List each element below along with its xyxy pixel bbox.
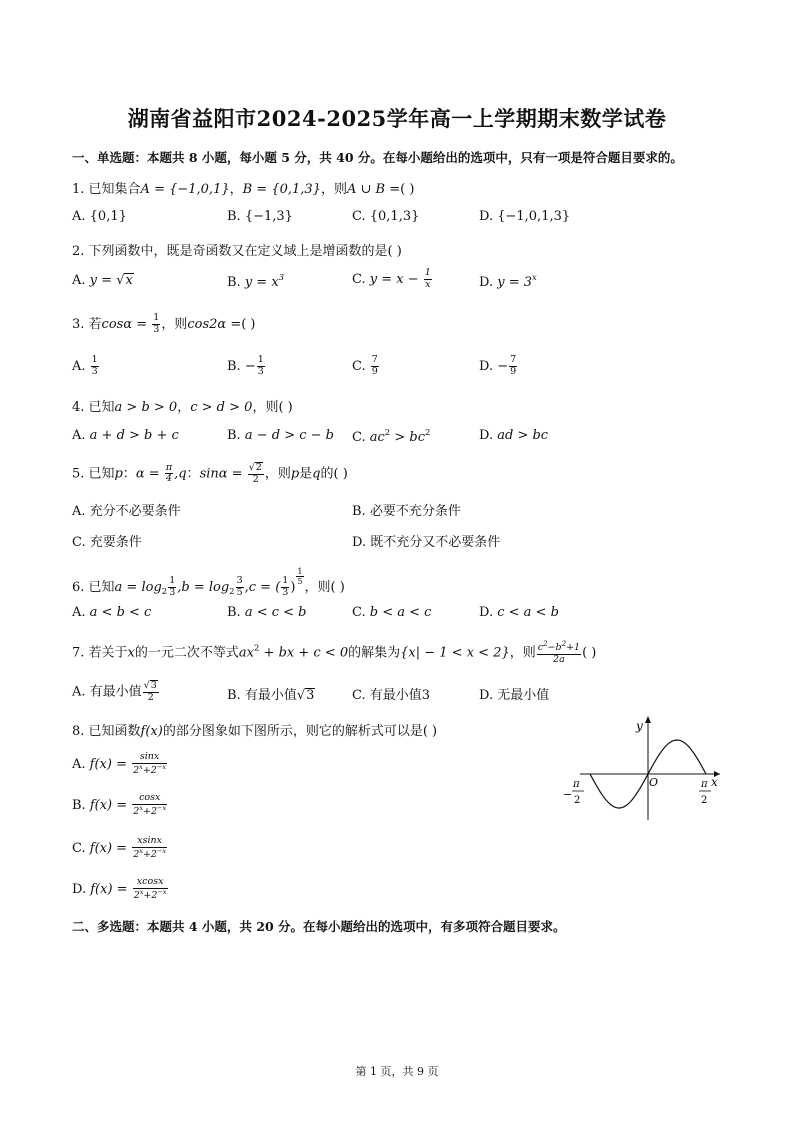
q7-option-c: C. 有最小值3 (352, 688, 431, 703)
page-title: 湖南省益阳市2024-2025学年高一上学期期末数学试卷 (127, 106, 667, 131)
q3-fraction: $\frac{1}{3}$ (153, 312, 160, 335)
q4-cond-1: a > b > 0 (114, 400, 178, 415)
q5-option-d: D. 既不充分又不必要条件 (352, 535, 501, 550)
right-tick-pi: π (701, 779, 708, 790)
q5-option-c: C. 充要条件 (72, 535, 142, 550)
q6-option-b: B. a < c < b (227, 605, 307, 620)
q2-option-a: A. y = √x (72, 273, 133, 288)
q4-option-a: A. a + d > b + c (72, 428, 179, 443)
q8-function-graph (560, 712, 730, 824)
question-5-stem: 5. 已知p：α = $\frac{\pi}{4}$ ,q：sinα = $\frac{√2}{2}$ ，则p是q的( ) (72, 461, 348, 485)
q6-option-c: C. b < a < c (352, 605, 432, 620)
question-8-stem: 8. 已知函数f(x)的部分图象如下图所示，则它的解析式可以是( ) (72, 724, 438, 739)
q8-option-b: B. f(x) = $\frac{\cos x}{2^x+2^{-x}}$ (72, 792, 167, 818)
q1-option-c: C. {0,1,3} (352, 209, 420, 224)
left-tick-two: 2 (574, 795, 581, 806)
q8-option-a: A. f(x) = $\frac{\sin x}{2^x+2^{-x}}$ (72, 751, 166, 777)
q2-b-label: B. (227, 275, 241, 290)
q1-text-c: =( ) (385, 182, 415, 197)
question-4-stem: 4. 已知a > b > 0，c > d > 0，则( ) (72, 400, 293, 415)
q2-c-fraction: $\frac{1}{x}$ (424, 267, 431, 290)
question-2-stem: 2. 下列函数中，既是奇函数又在定义域上是增函数的是( ) (72, 244, 402, 259)
q6-option-d: D. c < a < b (479, 605, 559, 620)
q2-option-b (227, 273, 284, 290)
q1-expr: A ∪ B (346, 182, 386, 197)
question-1-stem: 1. 已知集合A = {−1,0,1}，B = {0,1,3}，则A ∪ B =( ) (72, 182, 415, 197)
question-3-stem: 3. 若cosα = $\frac{1}{3}$ ，则cos2α =( ) (72, 312, 256, 335)
q4-cond-2: c > d > 0 (190, 400, 253, 415)
q2-d-expr: y = 3 (497, 275, 533, 290)
q7-option-b: B. 有最小值√3 (227, 688, 315, 703)
q3-cos2: cos2α (187, 317, 227, 332)
q3-cos: cosα (101, 317, 133, 332)
q2-a-expr: y = (89, 273, 117, 288)
q1-text-b: ，则 (320, 182, 347, 197)
q5-option-a: A. 充分不必要条件 (72, 504, 181, 519)
q8-option-d: D. f(x) = $\frac{xcosx}{2^x+2^{-x}}$ (72, 876, 167, 902)
q2-option-d (479, 273, 537, 290)
question-7-stem: 7. 若关于x的一元二次不等式$ax^2$ + bx + c < 0的解集为{x| − 1 < x < 2}，则 $\frac{c^2-b^2+1}{2a}$ ( ) (72, 640, 597, 666)
q7-option-a: A. 有最小值 $\frac{√3}{2}$ (72, 680, 157, 703)
q3-text-a: 3. 若 (72, 317, 102, 332)
q4-option-b: B. a − d > c − b (227, 428, 334, 443)
q1-option-d: D. {−1,0,1,3} (479, 209, 571, 224)
q2-a-label: A. (72, 273, 86, 288)
left-tick-pi: π (573, 779, 580, 790)
section-heading-single-choice: 一、单选题：本题共 8 小题，每小题 5 分，共 40 分。在每小题给出的选项中，只有一项是符合题目要求的。 (72, 150, 683, 165)
q2-d-sup: x (532, 273, 537, 283)
q2-c-label: C. (352, 271, 366, 287)
q5-option-b: B. 必要不充分条件 (352, 504, 461, 519)
q8-option-c: C. f(x) = $\frac{xsinx}{2^x+2^{-x}}$ (72, 835, 167, 861)
right-tick-two: 2 (701, 795, 708, 806)
q4-option-d: D. ad > bc (479, 428, 549, 443)
q1-text-a: 1. 已知集合 (72, 182, 141, 197)
q2-c-expr: y = x − (369, 271, 423, 287)
question-6-stem: 6. 已知$a = \log_2$ $\frac{1}{3}$ $,b = \log_2$ $\frac{3}{5}$ ,c = ( $\frac{1}{3}$ ) $\frac{1}{5}$ ，则( ) (72, 567, 345, 599)
q1-option-a: A. {0,1} (72, 209, 127, 224)
q3-text-c: =( ) (226, 317, 256, 332)
page-footer: 第 1 页，共 9 页 (355, 1065, 439, 1078)
q4-option-c: C. $ac^2 > bc^2$ (352, 428, 431, 445)
q1-option-b: B. {−1,3} (227, 209, 293, 224)
q1-set-a: A = {−1,0,1} (140, 182, 230, 197)
q3-text-b: ，则 (161, 317, 188, 332)
q6-option-a: A. a < b < c (72, 605, 152, 620)
q7-option-d: D. 无最小值 (479, 688, 550, 703)
section-heading-multi-choice: 二、多选题：本题共 4 小题，共 20 分。在每小题给出的选项中，有多项符合题目要求。 (72, 919, 566, 934)
q3-option-a: A. $\frac{1}{3}$ (72, 354, 98, 377)
q1-set-b: B = {0,1,3} (242, 182, 321, 197)
q2-b-expr: y = x (244, 275, 279, 290)
q2-a-radicand: x (125, 273, 133, 288)
q2-b-sup: 3 (278, 273, 285, 283)
y-axis-label: y (636, 719, 643, 733)
q2-option-c (352, 268, 433, 291)
y-axis-arrow (645, 716, 651, 723)
x-axis-label: x (711, 775, 718, 789)
left-tick-sign: − (563, 788, 573, 801)
q3-option-c: C. $\frac{7}{9}$ (352, 354, 378, 377)
q3-option-b: B. − $\frac{1}{3}$ (227, 354, 264, 377)
q2-d-label: D. (479, 275, 494, 290)
q3-option-d: D. − $\frac{7}{9}$ (479, 354, 517, 377)
origin-label: O (649, 776, 659, 789)
